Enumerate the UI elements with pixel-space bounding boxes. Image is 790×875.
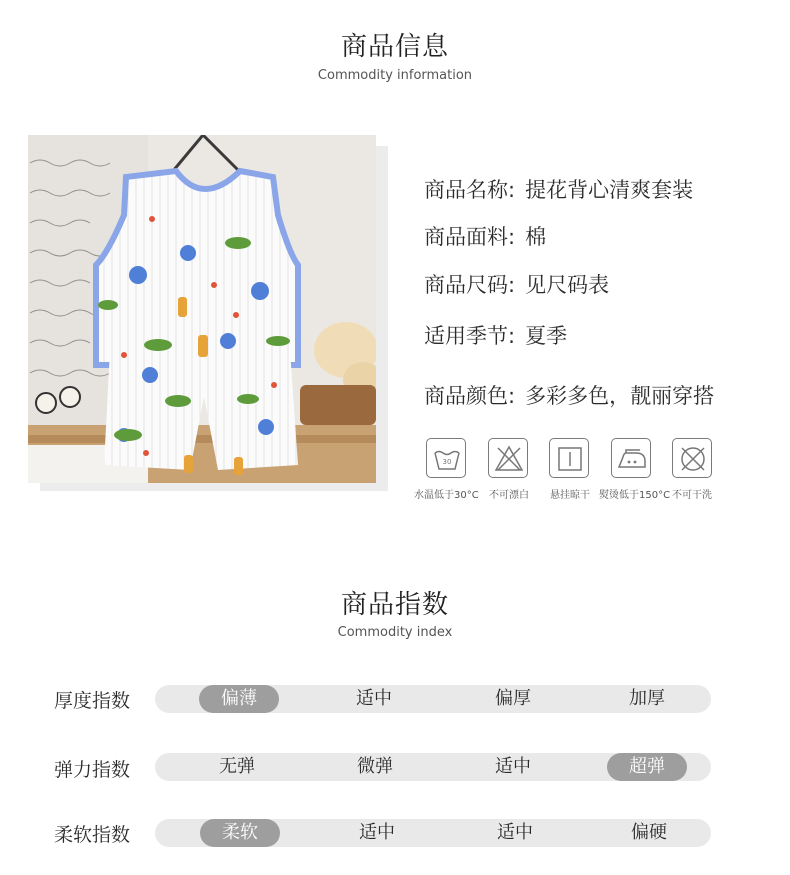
care-label-bleach: 不可漂白 <box>489 490 529 501</box>
info-season-key: 适用季节: <box>424 324 516 348</box>
wash-30-icon <box>426 438 466 478</box>
elasticity-label: 弹力指数 <box>54 759 131 781</box>
care-label-iron: 熨烫低于150°C <box>599 490 671 501</box>
section-title-info: 商品信息 <box>340 32 449 62</box>
thickness-scale <box>155 685 711 713</box>
product-photo <box>28 135 376 483</box>
softness-scale <box>155 819 711 847</box>
softness-option-soft: 柔软 <box>200 819 280 847</box>
info-size-value: 见尺码表 <box>525 273 610 297</box>
thickness-option-thick: 偏厚 <box>495 688 531 709</box>
wash-badge: 30 <box>442 458 452 466</box>
info-color-value: 多彩多色，靓丽穿搭 <box>525 384 715 408</box>
elasticity-option-slight: 微弹 <box>357 756 393 777</box>
no-bleach-icon <box>488 438 528 478</box>
info-name-key: 商品名称: <box>424 178 516 202</box>
info-color-key: 商品颜色: <box>424 384 516 408</box>
section-title-index: 商品指数 <box>340 590 449 620</box>
info-name-value: 提花背心清爽套装 <box>525 178 694 202</box>
info-color <box>424 380 714 410</box>
product-illustration <box>28 135 376 483</box>
no-dry-clean-icon <box>672 438 712 478</box>
info-size-key: 商品尺码: <box>424 273 516 297</box>
info-fabric-value: 棉 <box>525 225 547 249</box>
info-name <box>424 174 693 204</box>
info-size <box>424 269 609 299</box>
elasticity-option-none: 无弹 <box>219 756 255 777</box>
care-label-wash: 水温低于30°C <box>414 490 479 501</box>
softness-option-medium-2: 适中 <box>497 822 533 843</box>
thickness-label: 厚度指数 <box>54 690 131 712</box>
section-subtitle-info: Commodity information <box>317 68 473 83</box>
iron-low-icon <box>611 438 651 478</box>
care-label-dryclean: 不可干洗 <box>672 490 712 501</box>
softness-option-medium-1: 适中 <box>359 822 395 843</box>
softness-label: 柔软指数 <box>54 824 131 846</box>
elasticity-scale <box>155 753 711 781</box>
care-label-dry: 悬挂晾干 <box>550 490 590 501</box>
info-season-value: 夏季 <box>525 324 568 348</box>
softness-option-stiff: 偏硬 <box>631 822 667 843</box>
hang-dry-icon <box>549 438 589 478</box>
thickness-option-extra-thick: 加厚 <box>629 688 665 709</box>
thickness-option-medium: 适中 <box>356 688 392 709</box>
elasticity-option-super: 超弹 <box>607 753 687 781</box>
section-subtitle-index: Commodity index <box>337 625 453 640</box>
info-season <box>424 320 567 350</box>
thickness-option-thin: 偏薄 <box>199 685 279 713</box>
elasticity-option-medium: 适中 <box>495 756 531 777</box>
info-fabric <box>424 221 546 251</box>
info-fabric-key: 商品面料: <box>424 225 516 249</box>
